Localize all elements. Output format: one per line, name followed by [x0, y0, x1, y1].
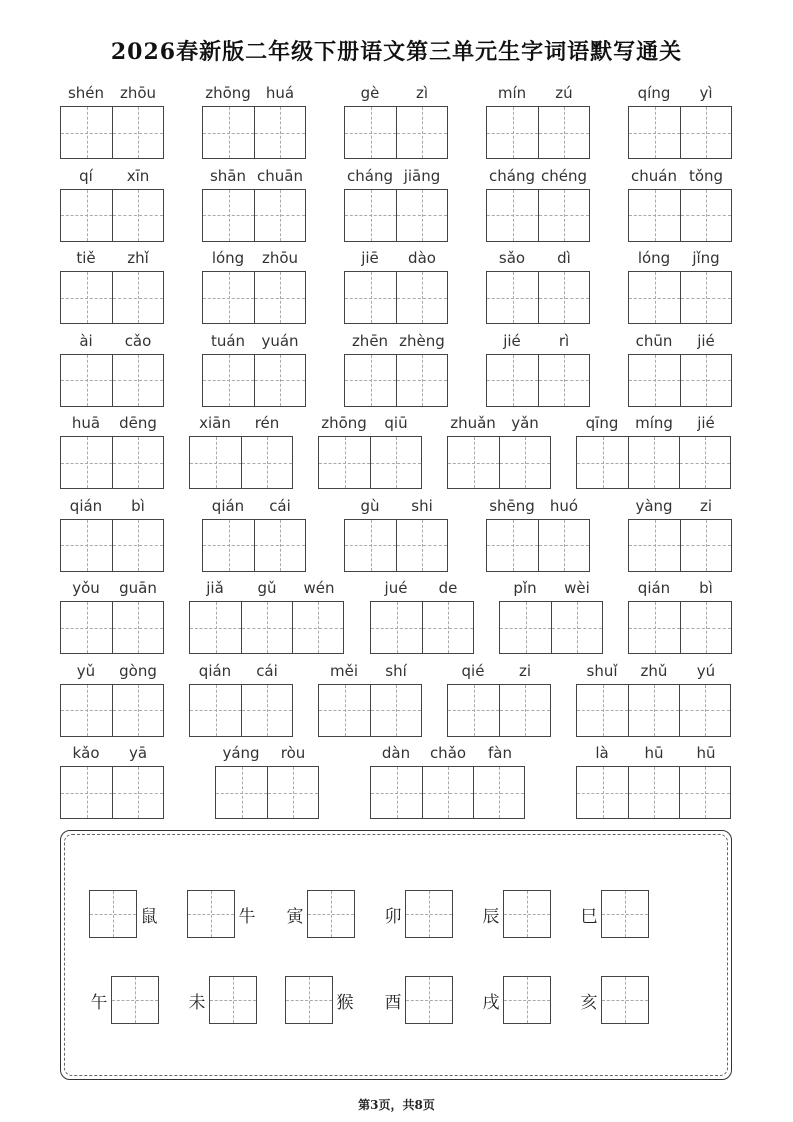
pinyin-label: hū [696, 744, 716, 762]
zodiac-item [87, 976, 159, 1024]
pinyin-label: jué [384, 579, 408, 597]
writing-box[interactable] [61, 272, 112, 323]
tianzige-grid [628, 601, 732, 654]
writing-box[interactable] [679, 767, 730, 818]
writing-box[interactable] [448, 437, 499, 488]
writing-box[interactable] [370, 437, 421, 488]
pinyin-label: jié [503, 331, 521, 350]
pinyin-label: zhēn [351, 331, 389, 350]
pinyin-label: zhōng [321, 414, 367, 432]
writing-box[interactable] [61, 190, 112, 241]
writing-box[interactable] [405, 976, 453, 1024]
pinyin-label: wén [303, 579, 335, 597]
zodiac-char: 猴 [336, 992, 354, 1013]
writing-box[interactable] [112, 767, 163, 818]
pinyin-label: guān [119, 579, 157, 597]
pinyin-label: ài [79, 331, 93, 350]
pinyin-label: de [438, 579, 458, 597]
pinyin-label: qīng [585, 414, 619, 432]
tianzige-grid [628, 189, 732, 242]
zodiac-item [479, 976, 551, 1024]
pinyin-label: yú [696, 661, 716, 680]
zodiac-item [285, 976, 357, 1024]
pinyin-label: gòng [119, 661, 157, 680]
pinyin-label: qián [198, 661, 232, 680]
tianzige-grid [486, 354, 590, 407]
zodiac-item [89, 890, 161, 938]
writing-box[interactable] [345, 190, 396, 241]
pinyin-label: zú [555, 84, 573, 102]
writing-box[interactable] [487, 272, 538, 323]
tianzige-grid [202, 189, 306, 242]
pinyin-label: zhǔ [640, 661, 668, 680]
writing-box[interactable] [112, 602, 163, 653]
writing-box[interactable] [422, 602, 473, 653]
writing-box[interactable] [111, 976, 159, 1024]
writing-box[interactable] [345, 107, 396, 158]
tianzige-grid [202, 354, 306, 407]
pinyin-label: dàn [381, 744, 411, 762]
writing-box[interactable] [112, 437, 163, 488]
zodiac-char: 卯 [384, 906, 402, 927]
pinyin-label: sǎo [498, 249, 526, 267]
pinyin-label: gù [360, 496, 380, 515]
tianzige-grid [60, 271, 164, 324]
tianzige-grid [344, 271, 448, 324]
writing-box[interactable] [503, 890, 551, 938]
pinyin-label: yǎn [511, 414, 539, 432]
writing-box[interactable] [371, 602, 422, 653]
writing-box[interactable] [112, 190, 163, 241]
zodiac-item [381, 890, 453, 938]
tianzige-grid [318, 436, 422, 489]
pinyin-label: ròu [280, 744, 306, 762]
writing-box[interactable] [203, 355, 254, 406]
pinyin-label: huā [71, 414, 101, 432]
pinyin-label: qí [79, 166, 93, 185]
tianzige-grid [576, 766, 731, 819]
tianzige-grid [576, 684, 731, 737]
writing-box[interactable] [577, 767, 628, 818]
tianzige-grid [215, 766, 319, 819]
pinyin-label: míng [635, 414, 673, 432]
writing-box[interactable] [487, 190, 538, 241]
pinyin-label: mín [497, 84, 527, 102]
tianzige-grid [202, 271, 306, 324]
tianzige-grid [486, 519, 590, 572]
writing-box[interactable] [396, 107, 447, 158]
writing-box[interactable] [209, 976, 257, 1024]
writing-box[interactable] [500, 602, 551, 653]
pinyin-label: cǎo [124, 331, 152, 350]
pinyin-label: gè [360, 84, 380, 102]
tianzige-grid [60, 354, 164, 407]
pinyin-label: jǐng [692, 249, 720, 267]
zodiac-char: 牛 [238, 906, 256, 927]
writing-box[interactable] [473, 767, 524, 818]
zodiac-char: 巳 [580, 906, 598, 927]
zodiac-char: 未 [188, 992, 206, 1013]
tianzige-grid [447, 684, 551, 737]
writing-box[interactable] [112, 107, 163, 158]
tianzige-grid [189, 436, 293, 489]
pinyin-label: xīn [126, 166, 150, 185]
zodiac-item [187, 890, 259, 938]
page-title: 2026春新版二年级下册语文第三单元生字词语默写通关 [110, 39, 683, 65]
tianzige-grid [499, 601, 603, 654]
writing-box[interactable] [254, 520, 305, 571]
tianzige-grid [486, 189, 590, 242]
zodiac-item [283, 890, 355, 938]
zodiac-item [185, 976, 257, 1024]
writing-box[interactable] [203, 190, 254, 241]
writing-box[interactable] [538, 107, 589, 158]
writing-box[interactable] [190, 685, 241, 736]
writing-box[interactable] [319, 437, 370, 488]
pinyin-label: zhōng [205, 84, 251, 102]
writing-box[interactable] [487, 107, 538, 158]
writing-box[interactable] [254, 107, 305, 158]
pinyin-label: cháng [489, 166, 535, 185]
writing-box[interactable] [61, 437, 112, 488]
pinyin-label: zhèng [399, 331, 445, 350]
writing-box[interactable] [112, 272, 163, 323]
writing-box[interactable] [203, 520, 254, 571]
zodiac-item [577, 890, 649, 938]
pinyin-label: yàng [635, 496, 673, 515]
writing-box[interactable] [680, 190, 731, 241]
writing-box[interactable] [629, 355, 680, 406]
writing-box[interactable] [254, 355, 305, 406]
writing-box[interactable] [680, 602, 731, 653]
tianzige-grid [60, 766, 164, 819]
writing-box[interactable] [190, 437, 241, 488]
pinyin-label: qián [211, 496, 245, 515]
zodiac-char: 酉 [384, 992, 402, 1013]
pinyin-label: tiě [76, 249, 96, 267]
pinyin-label: tǒng [688, 166, 724, 185]
writing-box[interactable] [499, 437, 550, 488]
writing-box[interactable] [370, 685, 421, 736]
zodiac-item [381, 976, 453, 1024]
zodiac-char: 午 [90, 992, 108, 1013]
pinyin-label: yǔ [76, 661, 96, 680]
zodiac-char: 亥 [580, 992, 598, 1013]
writing-box[interactable] [89, 890, 137, 938]
pinyin-label: měi [329, 661, 358, 680]
pinyin-label: cháng [347, 166, 393, 185]
writing-box[interactable] [345, 355, 396, 406]
pinyin-label: xiān [199, 414, 231, 432]
writing-box[interactable] [307, 890, 355, 938]
writing-box[interactable] [112, 520, 163, 571]
writing-box[interactable] [629, 520, 680, 571]
writing-box[interactable] [680, 107, 731, 158]
pinyin-label: dēng [119, 414, 157, 432]
tianzige-grid [344, 354, 448, 407]
writing-box[interactable] [629, 602, 680, 653]
writing-box[interactable] [190, 602, 241, 653]
pinyin-label: tuán [210, 331, 246, 350]
pinyin-label: qián [69, 496, 103, 515]
pinyin-label: huá [265, 84, 295, 102]
writing-box[interactable] [396, 190, 447, 241]
pinyin-label: kǎo [72, 744, 100, 762]
pinyin-label: yuán [261, 331, 299, 350]
writing-box[interactable] [267, 767, 318, 818]
writing-box[interactable] [345, 272, 396, 323]
writing-box[interactable] [577, 437, 628, 488]
pinyin-label: jiē [361, 249, 379, 267]
pinyin-label: wèi [564, 579, 590, 597]
pinyin-label: cái [269, 496, 291, 515]
writing-box[interactable] [203, 272, 254, 323]
page-footer: 第3页，共8页 [358, 1098, 435, 1112]
tianzige-grid [628, 106, 732, 159]
tianzige-grid [370, 766, 525, 819]
zodiac-char: 寅 [286, 906, 304, 927]
pinyin-label: yǒu [72, 579, 100, 597]
writing-box[interactable] [628, 767, 679, 818]
writing-box[interactable] [629, 272, 680, 323]
writing-box[interactable] [292, 602, 343, 653]
tianzige-grid [318, 684, 422, 737]
writing-box[interactable] [241, 437, 292, 488]
pinyin-label: shí [385, 661, 407, 680]
pinyin-label: zi [518, 661, 532, 680]
pinyin-label: zhōu [119, 84, 157, 102]
writing-box[interactable] [679, 437, 730, 488]
pinyin-label: zi [699, 496, 713, 515]
writing-box[interactable] [112, 355, 163, 406]
pinyin-label: zhǐ [127, 249, 149, 267]
writing-box[interactable] [629, 107, 680, 158]
pinyin-label: jiāng [403, 166, 441, 185]
writing-box[interactable] [577, 685, 628, 736]
pinyin-label: là [595, 744, 609, 762]
writing-box[interactable] [628, 685, 679, 736]
tianzige-grid [486, 106, 590, 159]
writing-box[interactable] [448, 685, 499, 736]
writing-box[interactable] [487, 355, 538, 406]
writing-box[interactable] [499, 685, 550, 736]
writing-box[interactable] [319, 685, 370, 736]
writing-box[interactable] [187, 890, 235, 938]
tianzige-grid [189, 601, 344, 654]
pinyin-label: jié [697, 414, 715, 432]
pinyin-label: jiǎ [206, 579, 224, 597]
tianzige-grid [202, 519, 306, 572]
pinyin-label: cái [256, 661, 278, 680]
pinyin-label: fàn [488, 744, 512, 762]
writing-box[interactable] [254, 190, 305, 241]
tianzige-grid [189, 684, 293, 737]
writing-box[interactable] [396, 355, 447, 406]
writing-box[interactable] [61, 520, 112, 571]
writing-box[interactable] [216, 767, 267, 818]
tianzige-grid [60, 106, 164, 159]
zodiac-item [479, 890, 551, 938]
pinyin-label: jié [697, 331, 715, 350]
tianzige-grid [370, 601, 474, 654]
writing-box[interactable] [538, 272, 589, 323]
writing-box[interactable] [422, 767, 473, 818]
pinyin-label: chūn [635, 331, 673, 350]
pinyin-label: bì [699, 579, 713, 597]
pinyin-label: yáng [222, 744, 260, 762]
writing-box[interactable] [405, 890, 453, 938]
pinyin-label: hū [644, 744, 664, 762]
pinyin-label: qié [461, 661, 485, 680]
writing-box[interactable] [628, 437, 679, 488]
pinyin-label: huó [549, 496, 579, 515]
tianzige-grid [60, 436, 164, 489]
pinyin-label: dào [408, 249, 436, 267]
writing-box[interactable] [538, 190, 589, 241]
writing-box[interactable] [345, 520, 396, 571]
writing-box[interactable] [241, 685, 292, 736]
tianzige-grid [576, 436, 731, 489]
writing-box[interactable] [487, 520, 538, 571]
tianzige-grid [628, 519, 732, 572]
pinyin-label: zhōu [261, 249, 299, 267]
pinyin-label: chuān [257, 166, 303, 185]
zodiac-char: 辰 [482, 906, 500, 927]
writing-box[interactable] [285, 976, 333, 1024]
tianzige-grid [202, 106, 306, 159]
zodiac-char: 戌 [482, 992, 500, 1013]
zodiac-item [577, 976, 649, 1024]
writing-box[interactable] [61, 767, 112, 818]
writing-box[interactable] [371, 767, 422, 818]
pinyin-label: shuǐ [586, 661, 618, 680]
pinyin-label: chuán [631, 166, 677, 185]
tianzige-grid [344, 519, 448, 572]
writing-box[interactable] [203, 107, 254, 158]
pinyin-label: dì [557, 249, 571, 267]
pinyin-label: shi [411, 496, 433, 515]
writing-box[interactable] [551, 602, 602, 653]
pinyin-label: gǔ [257, 579, 277, 597]
pinyin-label: lóng [211, 249, 245, 267]
pinyin-label: zhuǎn [450, 414, 496, 432]
writing-box[interactable] [61, 685, 112, 736]
pinyin-label: shén [67, 84, 105, 102]
tianzige-grid [344, 106, 448, 159]
pinyin-label: rì [558, 331, 570, 350]
pinyin-label: rén [254, 414, 280, 432]
zodiac-char: 鼠 [140, 906, 158, 927]
pinyin-label: chǎo [429, 744, 467, 762]
writing-box[interactable] [680, 520, 731, 571]
writing-box[interactable] [396, 272, 447, 323]
writing-box[interactable] [254, 272, 305, 323]
writing-box[interactable] [112, 685, 163, 736]
pinyin-label: chéng [540, 166, 587, 185]
pinyin-label: pǐn [513, 579, 537, 597]
writing-box[interactable] [601, 976, 649, 1024]
writing-box[interactable] [61, 602, 112, 653]
tianzige-grid [628, 271, 732, 324]
tianzige-grid [60, 189, 164, 242]
writing-box[interactable] [503, 976, 551, 1024]
tianzige-grid [60, 601, 164, 654]
tianzige-grid [628, 354, 732, 407]
tianzige-grid [60, 519, 164, 572]
pinyin-label: zì [415, 84, 429, 102]
pinyin-label: qián [637, 579, 671, 597]
pinyin-label: yì [699, 84, 713, 102]
writing-box[interactable] [61, 355, 112, 406]
tianzige-grid [447, 436, 551, 489]
writing-box[interactable] [601, 890, 649, 938]
pinyin-label: qíng [637, 84, 671, 102]
writing-box[interactable] [680, 272, 731, 323]
pinyin-label: lóng [637, 249, 671, 267]
tianzige-grid [60, 684, 164, 737]
pinyin-label: qiū [384, 414, 408, 432]
writing-box[interactable] [241, 602, 292, 653]
pinyin-label: yā [128, 744, 148, 762]
writing-box[interactable] [680, 355, 731, 406]
writing-box[interactable] [538, 520, 589, 571]
writing-box[interactable] [538, 355, 589, 406]
pinyin-label: shān [209, 166, 247, 185]
writing-box[interactable] [629, 190, 680, 241]
writing-box[interactable] [679, 685, 730, 736]
pinyin-label: bì [131, 496, 145, 515]
tianzige-grid [486, 271, 590, 324]
pinyin-label: shēng [489, 496, 535, 515]
writing-box[interactable] [61, 107, 112, 158]
zodiac-frame-dashed [64, 834, 728, 1076]
writing-box[interactable] [396, 520, 447, 571]
tianzige-grid [344, 189, 448, 242]
